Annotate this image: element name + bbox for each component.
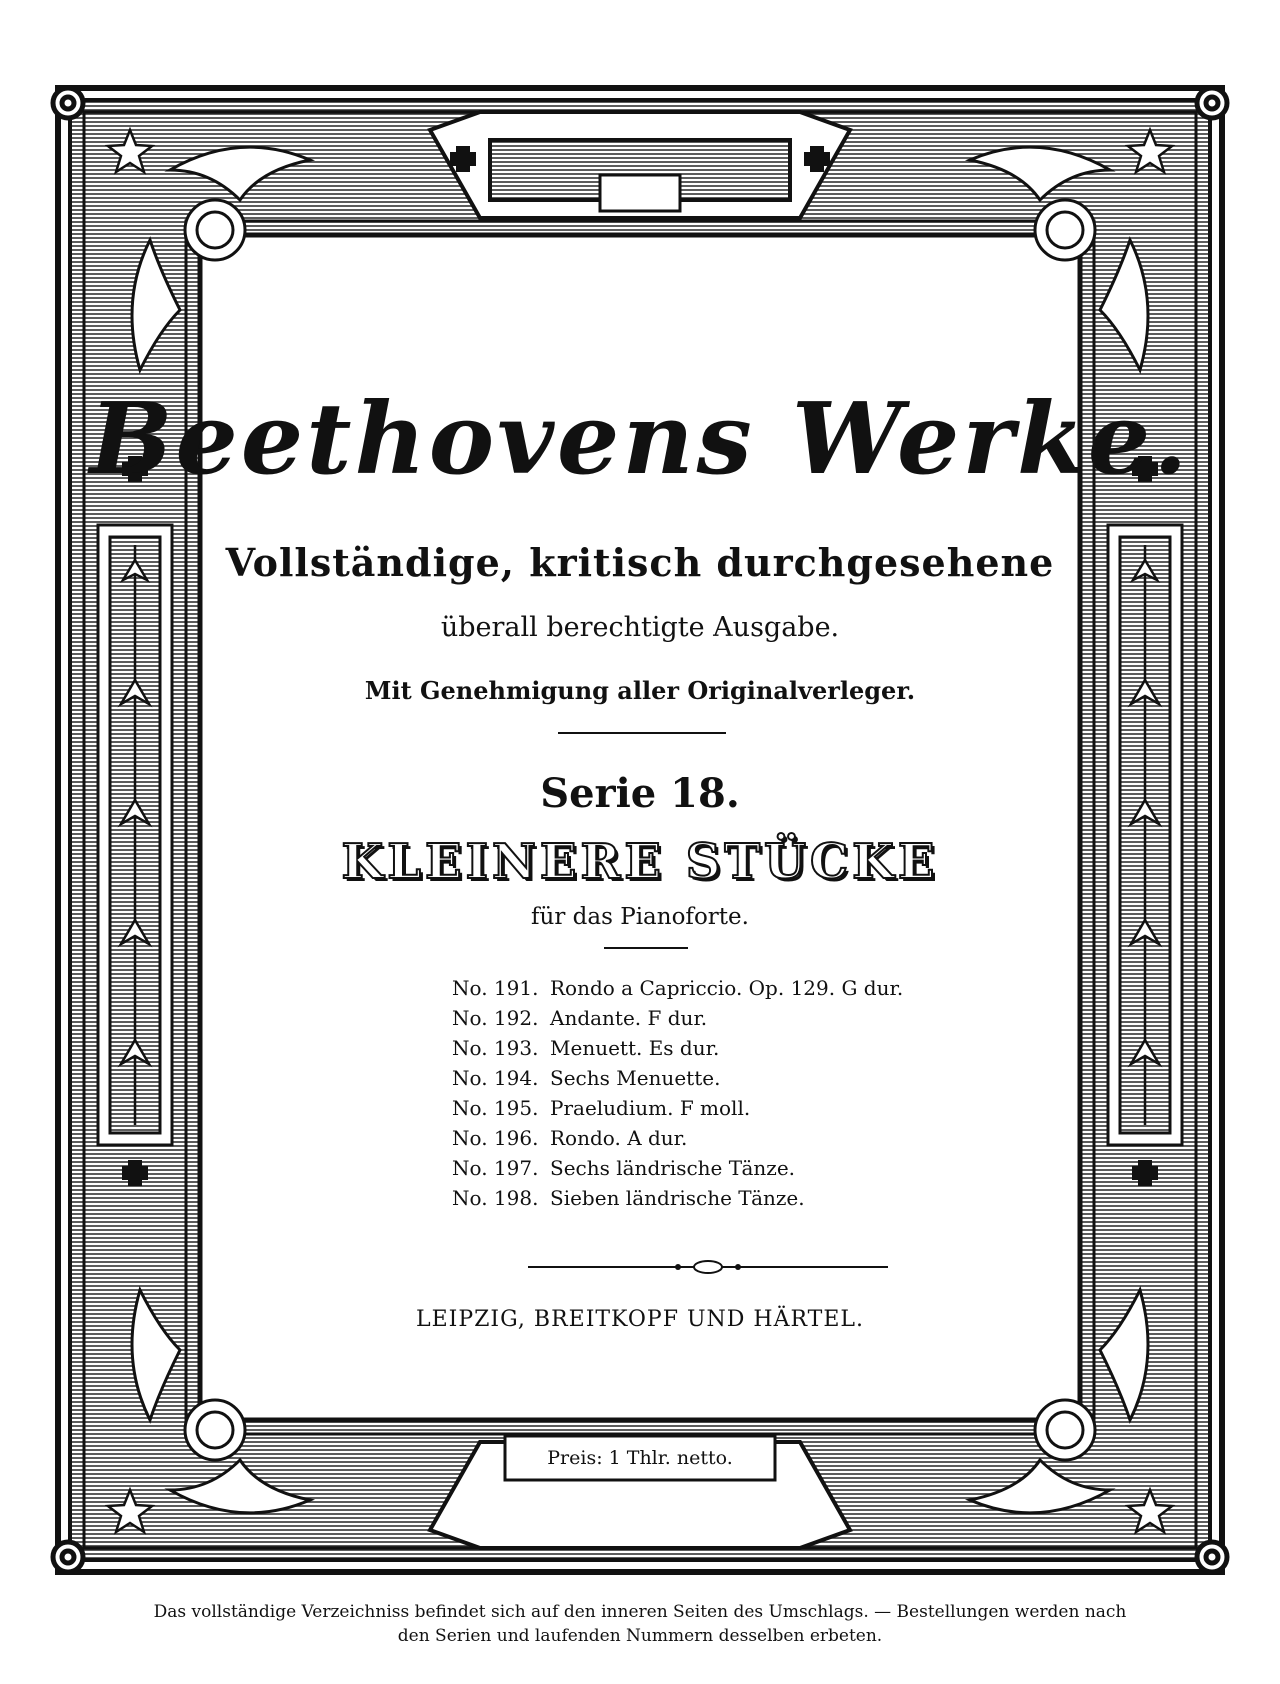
list-item xyxy=(452,1123,903,1153)
work-title: Praeludium. F moll. xyxy=(550,1096,751,1120)
work-number: No. 194. xyxy=(452,1066,539,1090)
work-title: Sechs ländrische Tänze. xyxy=(550,1156,796,1180)
list-item xyxy=(452,973,903,1003)
divider xyxy=(558,732,726,734)
top-cartouche xyxy=(430,112,850,218)
subtitle-authorized: überall berechtigte Ausgabe. xyxy=(440,612,840,643)
series-heading: Serie 18. xyxy=(540,770,740,817)
work-number: No. 198. xyxy=(452,1186,539,1210)
work-title: Andante. F dur. xyxy=(550,1006,708,1030)
work-title: Rondo. A dur. xyxy=(550,1126,688,1150)
footnote-line: Das vollständige Verzeichniss befindet sich auf den inneren Seiten des Umschlags. — Bestellungen werden nach xyxy=(153,1602,1127,1622)
work-title: Sieben ländrische Tänze. xyxy=(550,1186,805,1210)
list-item xyxy=(452,1093,903,1123)
subtitle-permission: Mit Genehmigung aller Originalverleger. xyxy=(364,676,916,705)
work-number: No. 191. xyxy=(452,976,539,1000)
flourish-divider-icon xyxy=(528,1257,888,1277)
list-item xyxy=(452,1153,903,1183)
list-item xyxy=(452,1063,903,1093)
works-list xyxy=(452,973,903,1213)
price-label: Preis: 1 Thlr. netto. xyxy=(547,1447,733,1469)
work-number: No. 197. xyxy=(452,1156,539,1180)
footnote-line: den Serien und laufenden Nummern desselben erbeten. xyxy=(397,1626,883,1646)
instrument-line: für das Pianoforte. xyxy=(531,904,749,930)
list-item xyxy=(452,1033,903,1063)
work-number: No. 192. xyxy=(452,1006,539,1030)
subtitle-complete-edition: Vollständige, kritisch durchgesehene xyxy=(225,540,1055,585)
work-title: Rondo a Capriccio. Op. 129. G dur. xyxy=(550,976,904,1000)
footnote xyxy=(0,1600,1280,1648)
divider xyxy=(604,947,688,949)
work-number: No. 196. xyxy=(452,1126,539,1150)
list-item xyxy=(452,1003,903,1033)
page-title: Beethovens Werke. xyxy=(89,382,1191,497)
work-number: No. 193. xyxy=(452,1036,539,1060)
work-title: Sechs Menuette. xyxy=(550,1066,721,1090)
work-title: Menuett. Es dur. xyxy=(550,1036,720,1060)
work-number: No. 195. xyxy=(452,1096,539,1120)
list-item xyxy=(452,1183,903,1213)
collection-heading: KLEINERE STÜCKE xyxy=(341,834,939,890)
publisher: LEIPZIG, BREITKOPF UND HÄRTEL. xyxy=(415,1307,865,1332)
